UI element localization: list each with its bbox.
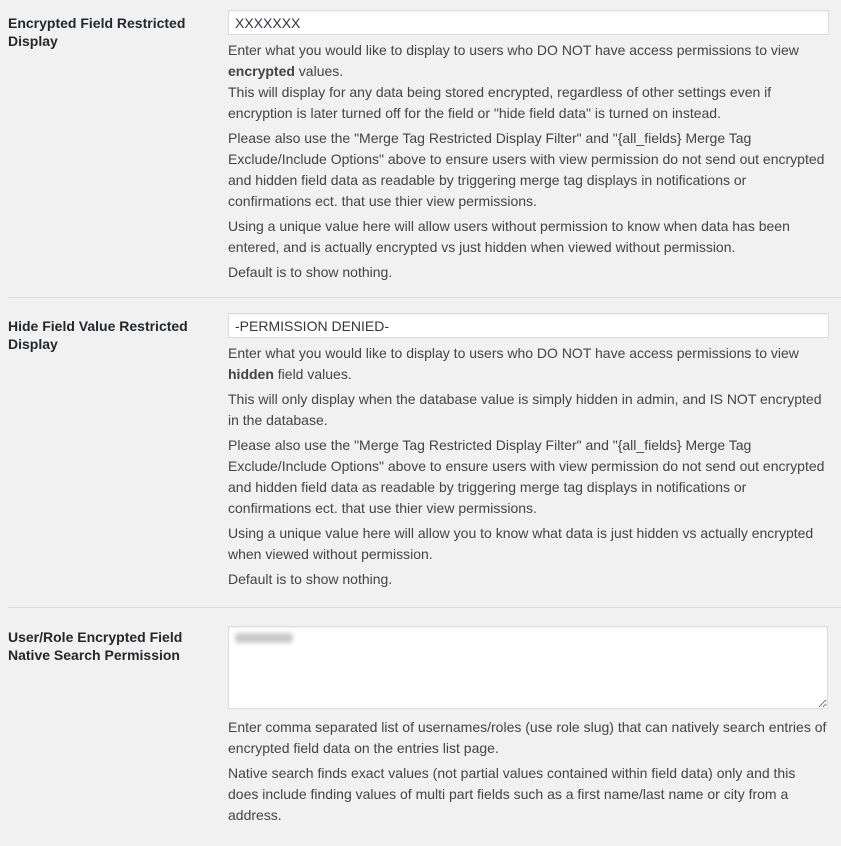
redacted-value [235, 633, 293, 643]
setting-description: This will only display when the database value is simply hidden in admin, and IS NOT encrypted in the database. [228, 391, 822, 428]
setting-description: Enter comma separated list of usernames/roles (use role slug) that can natively search entries of encrypted field data on the entries list page. [228, 719, 827, 756]
setting-row-encrypted-display [0, 0, 841, 288]
setting-description: Using a unique value here will allow you to know what data is just hidden vs actually encrypted when viewed without permission. [228, 525, 814, 562]
setting-field [228, 626, 828, 826]
native-search-textarea[interactable] [228, 626, 828, 709]
setting-field [228, 313, 828, 604]
desc-text: field values. [273, 366, 352, 382]
setting-description: Default is to show nothing. [228, 571, 393, 587]
setting-description [228, 40, 828, 82]
setting-description: Default is to show nothing. [228, 264, 393, 280]
desc-emphasis: encrypted [228, 63, 295, 79]
setting-label: User/Role Encrypted Field Native Search Permission [8, 629, 183, 663]
setting-description: Using a unique value here will allow users without permission to know when data has been entered, and is actually encrypted vs just hidden when viewed without permission. [228, 218, 790, 255]
setting-row-hidden-display [0, 298, 841, 604]
setting-row-native-search [0, 608, 841, 826]
desc-text: Enter what you would like to display to users who DO NOT have access permissions to view [228, 42, 799, 58]
setting-description [228, 343, 828, 385]
hidden-display-input[interactable] [228, 313, 829, 338]
desc-emphasis: hidden [228, 366, 274, 382]
setting-field [228, 10, 828, 288]
setting-description: Please also use the "Merge Tag Restricted Display Filter" and "{all_fields} Merge Tag Exclude/Include Options" above to ensure users with view permission do not send out encrypted and hidden field data as readable by triggering merge tag displays in notifications or confirmations ect. that use thier view permissions. [228, 130, 825, 209]
encrypted-display-input[interactable] [228, 10, 829, 35]
desc-text: Enter what you would like to display to users who DO NOT have access permissions to view [228, 345, 799, 361]
setting-description: This will display for any data being stored encrypted, regardless of other settings even if encryption is later turned off for the field or "hide field data" is turned on instead. [228, 84, 772, 121]
desc-text: values. [294, 63, 344, 79]
setting-label: Hide Field Value Restricted Display [8, 318, 188, 352]
setting-label: Encrypted Field Restricted Display [8, 15, 186, 49]
setting-description: Please also use the "Merge Tag Restricted Display Filter" and "{all_fields} Merge Tag Exclude/Include Options" above to ensure users with view permission do not send out encrypted and hidden field data as readable by triggering merge tag displays in notifications or confirmations ect. that use thier view permissions. [228, 437, 825, 516]
setting-description: Native search finds exact values (not partial values contained within field data) only and this does include finding values of multi part fields such as a first name/last name or city from a address. [228, 765, 796, 823]
